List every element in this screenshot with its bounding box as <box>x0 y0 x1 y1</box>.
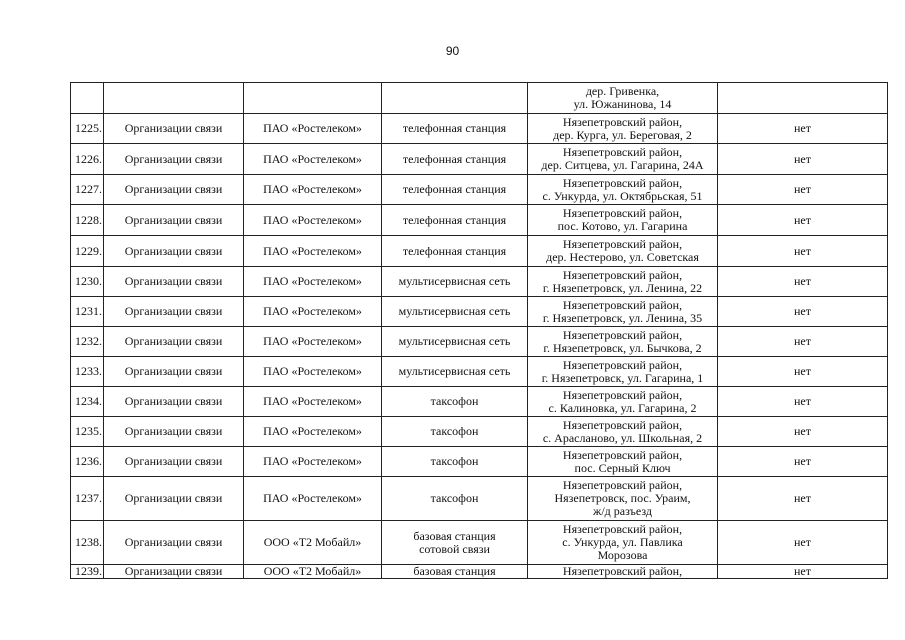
address-cell: Нязепетровский район, г. Нязепетровск, ул. Гагарина, 1 <box>528 357 718 387</box>
object-type-cell: телефонная станция <box>382 144 528 175</box>
page-number: 90 <box>445 44 460 58</box>
organization-cell: ПАО «Ростелеком» <box>244 357 382 387</box>
category-cell: Организации связи <box>104 477 244 521</box>
row-number: 1235. <box>71 417 104 447</box>
object-type-cell: мультисервисная сеть <box>382 297 528 327</box>
row-number: 1232. <box>71 327 104 357</box>
row-number: 1230. <box>71 267 104 297</box>
status-cell: нет <box>718 205 888 236</box>
category-cell: Организации связи <box>104 565 244 579</box>
category-cell: Организации связи <box>104 357 244 387</box>
status-cell: нет <box>718 267 888 297</box>
object-type-cell: телефонная станция <box>382 175 528 205</box>
status-cell: нет <box>718 477 888 521</box>
table-row <box>71 114 888 144</box>
address-cell: Нязепетровский район, Нязепетровск, пос. Ураим, ж/д разъезд <box>528 477 718 521</box>
row-number: 1225. <box>71 114 104 144</box>
address-cell: Нязепетровский район, с. Арасланово, ул. Школьная, 2 <box>528 417 718 447</box>
category-cell: Организации связи <box>104 417 244 447</box>
table-row <box>71 327 888 357</box>
category-cell: Организации связи <box>104 144 244 175</box>
row-number: 1229. <box>71 236 104 267</box>
address-cell: Нязепетровский район, <box>528 565 718 579</box>
table-row <box>71 267 888 297</box>
status-cell: нет <box>718 357 888 387</box>
address-cell: Нязепетровский район, с. Калиновка, ул. Гагарина, 2 <box>528 387 718 417</box>
object-type-cell: мультисервисная сеть <box>382 327 528 357</box>
address-cell: Нязепетровский район, с. Ункурда, ул. Октябрьская, 51 <box>528 175 718 205</box>
address-cell: Нязепетровский район, дер. Ситцева, ул. Гагарина, 24А <box>528 144 718 175</box>
object-type-cell: телефонная станция <box>382 114 528 144</box>
object-type-cell <box>382 83 528 114</box>
table-row <box>71 236 888 267</box>
category-cell: Организации связи <box>104 236 244 267</box>
organization-cell: ПАО «Ростелеком» <box>244 114 382 144</box>
status-cell: нет <box>718 327 888 357</box>
address-cell: Нязепетровский район, г. Нязепетровск, ул. Ленина, 35 <box>528 297 718 327</box>
object-type-cell: таксофон <box>382 417 528 447</box>
status-cell: нет <box>718 521 888 565</box>
address-cell: Нязепетровский район, дер. Курга, ул. Береговая, 2 <box>528 114 718 144</box>
organization-cell: ПАО «Ростелеком» <box>244 144 382 175</box>
category-cell: Организации связи <box>104 114 244 144</box>
organization-cell: ПАО «Ростелеком» <box>244 447 382 477</box>
table-row <box>71 83 888 114</box>
status-cell: нет <box>718 447 888 477</box>
object-type-cell: мультисервисная сеть <box>382 357 528 387</box>
object-type-cell: телефонная станция <box>382 205 528 236</box>
table-row <box>71 417 888 447</box>
category-cell: Организации связи <box>104 267 244 297</box>
organization-cell <box>244 83 382 114</box>
address-cell: Нязепетровский район, дер. Нестерово, ул. Советская <box>528 236 718 267</box>
status-cell: нет <box>718 144 888 175</box>
registry-table <box>70 82 888 579</box>
address-cell: Нязепетровский район, г. Нязепетровск, ул. Ленина, 22 <box>528 267 718 297</box>
address-cell: Нязепетровский район, г. Нязепетровск, ул. Бычкова, 2 <box>528 327 718 357</box>
row-number: 1238. <box>71 521 104 565</box>
address-cell: Нязепетровский район, пос. Котово, ул. Гагарина <box>528 205 718 236</box>
row-number: 1231. <box>71 297 104 327</box>
row-number: 1234. <box>71 387 104 417</box>
organization-cell: ПАО «Ростелеком» <box>244 297 382 327</box>
category-cell: Организации связи <box>104 175 244 205</box>
status-cell: нет <box>718 387 888 417</box>
category-cell: Организации связи <box>104 521 244 565</box>
table-row <box>71 521 888 565</box>
object-type-cell: таксофон <box>382 477 528 521</box>
category-cell <box>104 83 244 114</box>
organization-cell: ПАО «Ростелеком» <box>244 477 382 521</box>
category-cell: Организации связи <box>104 297 244 327</box>
category-cell: Организации связи <box>104 205 244 236</box>
object-type-cell: таксофон <box>382 387 528 417</box>
organization-cell: ПАО «Ростелеком» <box>244 236 382 267</box>
category-cell: Организации связи <box>104 327 244 357</box>
status-cell: нет <box>718 417 888 447</box>
status-cell: нет <box>718 114 888 144</box>
organization-cell: ООО «Т2 Мобайл» <box>244 565 382 579</box>
table-row <box>71 297 888 327</box>
row-number: 1227. <box>71 175 104 205</box>
table-row <box>71 205 888 236</box>
organization-cell: ПАО «Ростелеком» <box>244 175 382 205</box>
row-number: 1226. <box>71 144 104 175</box>
object-type-cell: базовая станция <box>382 565 528 579</box>
table-row <box>71 477 888 521</box>
object-type-cell: базовая станция сотовой связи <box>382 521 528 565</box>
organization-cell: ПАО «Ростелеком» <box>244 387 382 417</box>
table-row <box>71 387 888 417</box>
address-cell: Нязепетровский район, пос. Серный Ключ <box>528 447 718 477</box>
object-type-cell: мультисервисная сеть <box>382 267 528 297</box>
row-number <box>71 83 104 114</box>
category-cell: Организации связи <box>104 447 244 477</box>
table-row <box>71 565 888 579</box>
row-number: 1236. <box>71 447 104 477</box>
organization-cell: ПАО «Ростелеком» <box>244 417 382 447</box>
object-type-cell: телефонная станция <box>382 236 528 267</box>
organization-cell: ООО «Т2 Мобайл» <box>244 521 382 565</box>
row-number: 1233. <box>71 357 104 387</box>
status-cell: нет <box>718 236 888 267</box>
status-cell <box>718 83 888 114</box>
status-cell: нет <box>718 297 888 327</box>
address-cell: дер. Гривенка, ул. Южанинова, 14 <box>528 83 718 114</box>
row-number: 1228. <box>71 205 104 236</box>
organization-cell: ПАО «Ростелеком» <box>244 327 382 357</box>
address-cell: Нязепетровский район, с. Ункурда, ул. Павлика Морозова <box>528 521 718 565</box>
status-cell: нет <box>718 175 888 205</box>
category-cell: Организации связи <box>104 387 244 417</box>
status-cell: нет <box>718 565 888 579</box>
table-row <box>71 175 888 205</box>
object-type-cell: таксофон <box>382 447 528 477</box>
row-number: 1239. <box>71 565 104 579</box>
organization-cell: ПАО «Ростелеком» <box>244 267 382 297</box>
table-body <box>71 83 888 579</box>
row-number: 1237. <box>71 477 104 521</box>
table-row <box>71 447 888 477</box>
organization-cell: ПАО «Ростелеком» <box>244 205 382 236</box>
table-row <box>71 144 888 175</box>
table-row <box>71 357 888 387</box>
